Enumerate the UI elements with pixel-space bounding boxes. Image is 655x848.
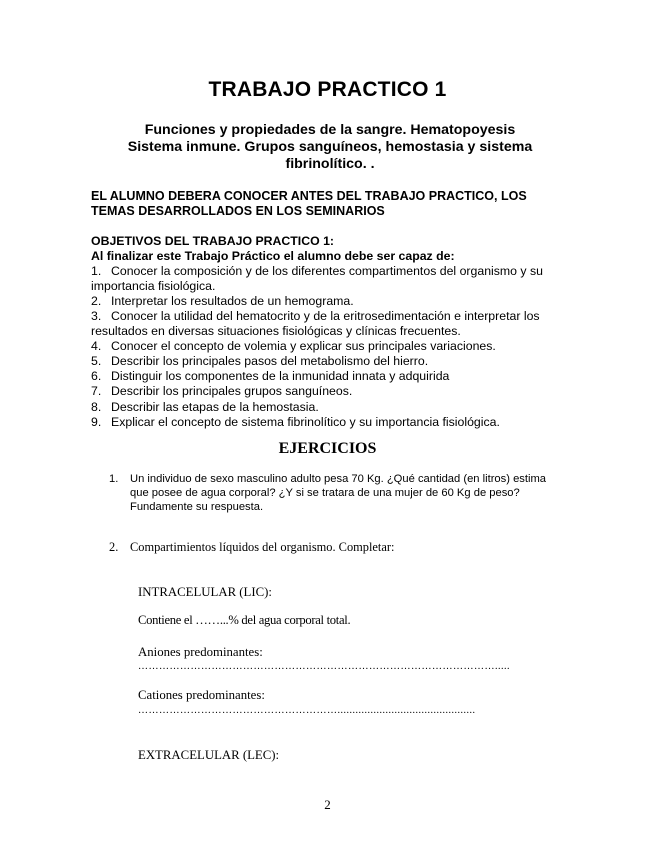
objective-number: 8. <box>91 399 102 414</box>
subtitle-line: fibrinolítico. . <box>285 156 375 172</box>
exercise-number: 2. <box>109 540 119 554</box>
objective-number: 9. <box>91 414 102 429</box>
objectives-heading: OBJETIVOS DEL TRABAJO PRACTICO 1: <box>91 234 335 248</box>
objective-text: Conocer la composición y de los diferentes compartimentos del organismo y su importancia fisiológica. <box>91 264 543 294</box>
objective-text: Interpretar los resultados de un hemograma. <box>111 294 354 309</box>
objectives-section <box>91 234 561 430</box>
objective-item <box>91 309 561 339</box>
objective-number: 6. <box>91 369 102 384</box>
exercise-text: Compartimientos líquidos del organismo. Completar: <box>130 540 395 554</box>
objective-text: Explicar el concepto de sistema fibrinolítico y su importancia fisiológica. <box>111 414 500 429</box>
subtitle <box>110 122 550 173</box>
aniones-label: Aniones predominantes: <box>138 645 263 659</box>
objective-item <box>91 294 561 309</box>
objective-text: Conocer el concepto de volemia y explicar sus principales variaciones. <box>111 339 496 354</box>
objective-number: 3. <box>91 309 102 324</box>
objective-number: 1. <box>91 264 102 279</box>
subtitle-line: Funciones y propiedades de la sangre. Hematopoyesis <box>144 122 516 138</box>
objective-number: 5. <box>91 354 102 369</box>
objective-text: Conocer la utilidad del hematocrito y de la eritrosedimentación e interpretar los resultados en diversas situaciones fisiológicas y clínicas frecuentes. <box>91 309 540 339</box>
cationes-label: Cationes predominantes: <box>138 688 265 702</box>
aniones-answer-line: …………………………………………………………………………………………..... <box>138 661 510 672</box>
objective-item <box>91 415 561 430</box>
exercise-number: 1. <box>109 473 119 485</box>
notice <box>91 189 561 219</box>
objective-text: Describir los principales pasos del metabolismo del hierro. <box>111 354 429 369</box>
cationes-answer-line: ………………………………………………….............................................. <box>138 705 476 716</box>
extracelular-label: EXTRACELULAR (LEC): <box>138 748 280 762</box>
objective-item <box>91 384 561 399</box>
exercise-1 <box>109 472 559 515</box>
objective-number: 2. <box>91 294 102 309</box>
objectives-intro: Al finalizar este Trabajo Práctico el alumno debe ser capaz de: <box>91 249 455 264</box>
objective-item <box>91 264 561 294</box>
exercises-heading: EJERCICIOS <box>278 440 377 457</box>
exercise-text: Un individuo de sexo masculino adulto pesa 70 Kg. ¿Qué cantidad (en litros) estima que posee de agua corporal? ¿Y si se tratara de una mujer de 60 Kg de peso? Fundamente su respuesta. <box>130 473 547 514</box>
page-number: 2 <box>324 797 331 812</box>
objective-item <box>91 339 561 354</box>
subtitle-line: Sistema inmune. Grupos sanguíneos, hemostasia y sistema <box>127 139 533 155</box>
objective-text: Describir las etapas de la hemostasia. <box>111 399 319 414</box>
objective-text: Distinguir los componentes de la inmunidad innata y adquirida <box>111 369 450 384</box>
objective-item <box>91 400 561 415</box>
objective-number: 4. <box>91 339 102 354</box>
objective-text: Describir los principales grupos sanguíneos. <box>111 384 353 399</box>
notice-line: EL ALUMNO DEBERA CONOCER ANTES DEL TRABAJO PRACTICO, LOS <box>91 189 527 203</box>
exercise-2 <box>109 540 394 555</box>
objective-item <box>91 369 561 384</box>
objective-item <box>91 354 561 369</box>
lic-water-percentage-blank: Contiene el ……...% del agua corporal total. <box>138 613 351 627</box>
objective-number: 7. <box>91 384 102 399</box>
notice-line: TEMAS DESARROLLADOS EN LOS SEMINARIOS <box>91 204 385 218</box>
intracelular-label: INTRACELULAR (LIC): <box>138 585 272 599</box>
page-title: TRABAJO PRACTICO 1 <box>208 78 447 101</box>
